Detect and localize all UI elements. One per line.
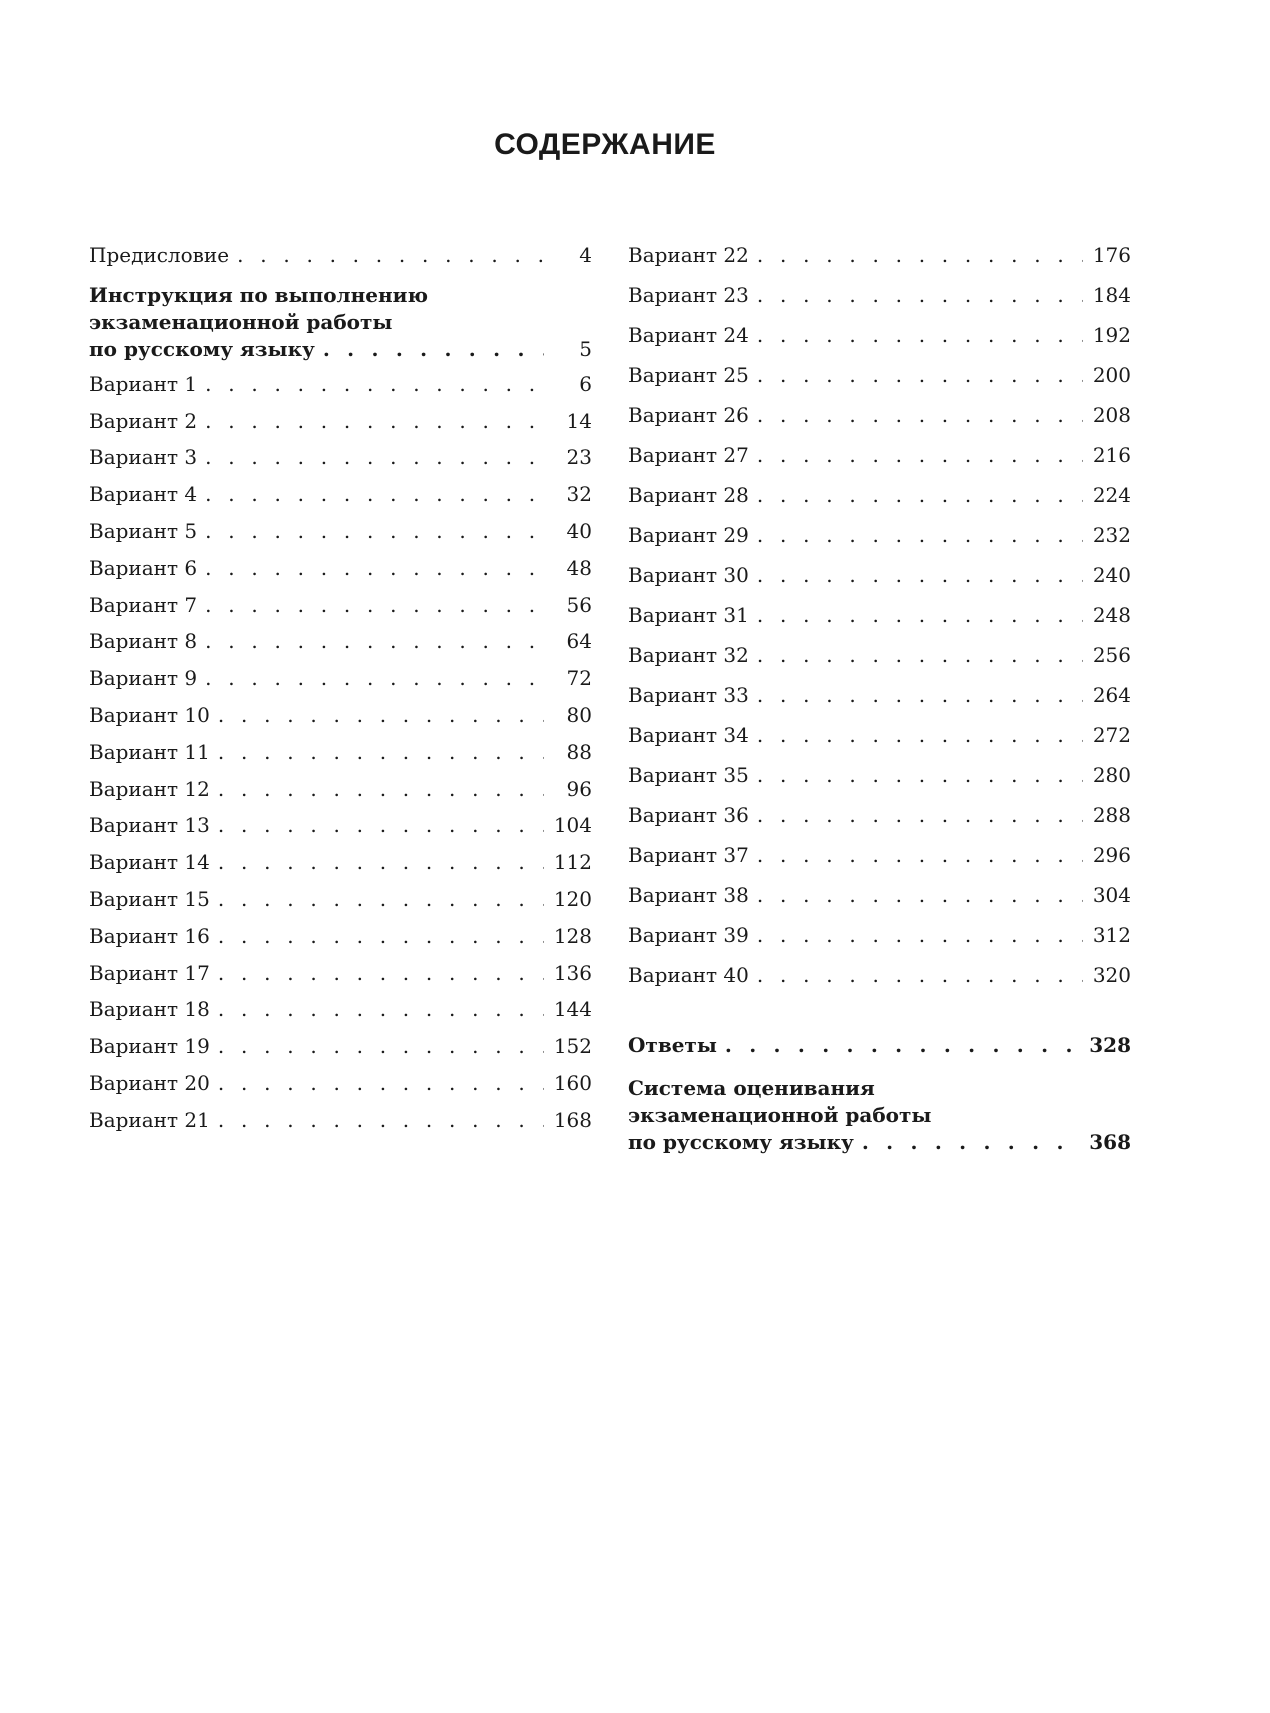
toc-entry-label-line: Система оценивания xyxy=(628,1076,875,1100)
toc-entry-label: Ответы xyxy=(628,1033,717,1057)
toc-entry-page: 248 xyxy=(1092,603,1131,627)
dot-leader xyxy=(757,283,1083,307)
toc-entry-variant[interactable] xyxy=(628,843,1131,883)
toc-entry-variant[interactable] xyxy=(628,963,1131,1003)
toc-entry-label: Вариант 18 xyxy=(89,997,210,1022)
dot-leader xyxy=(757,883,1083,907)
toc-entry-variant[interactable] xyxy=(628,803,1131,843)
toc-entry-page: 328 xyxy=(1089,1033,1131,1057)
toc-entry-variant[interactable] xyxy=(89,482,592,519)
toc-entry-label: Вариант 2 xyxy=(89,408,198,433)
dot-leader xyxy=(757,963,1083,987)
toc-right-column xyxy=(628,243,1131,1159)
dot-leader xyxy=(205,629,544,653)
toc-entry-variant[interactable] xyxy=(628,763,1131,803)
toc-entry-variant[interactable] xyxy=(628,483,1131,523)
toc-entry-variant[interactable] xyxy=(89,740,592,777)
toc-entry-page: 208 xyxy=(1092,403,1131,427)
toc-entry-label-line: Инструкция по выполнению xyxy=(89,282,428,307)
dot-leader xyxy=(757,843,1083,867)
toc-entry-label: Предисловие xyxy=(89,243,230,267)
dot-leader xyxy=(757,563,1083,587)
toc-entry-label: Вариант 20 xyxy=(89,1070,210,1095)
toc-entry-variant[interactable] xyxy=(628,403,1131,443)
toc-entry-variant[interactable] xyxy=(89,1071,592,1108)
toc-entry-page: 312 xyxy=(1092,923,1131,947)
toc-entry-variant[interactable] xyxy=(89,1108,592,1145)
dot-leader xyxy=(757,723,1083,747)
toc-entry-variant[interactable] xyxy=(89,629,592,666)
toc-left-column xyxy=(89,243,592,1145)
toc-entry-variant[interactable] xyxy=(89,961,592,998)
toc-entry-label: Вариант 10 xyxy=(89,702,210,727)
toc-entry-variant[interactable] xyxy=(89,593,592,630)
dot-leader xyxy=(757,803,1083,827)
toc-entry-variant[interactable] xyxy=(89,813,592,850)
toc-entry-variant[interactable] xyxy=(628,283,1131,323)
dot-leader xyxy=(205,556,544,580)
toc-entry-page: 72 xyxy=(566,666,592,691)
dot-leader xyxy=(218,703,544,727)
dot-leader xyxy=(862,1129,1079,1156)
toc-entry-page: 224 xyxy=(1092,483,1131,507)
toc-entry-answers[interactable] xyxy=(628,1033,1131,1073)
toc-entry-label: Вариант 5 xyxy=(89,518,198,543)
toc-entry-page: 256 xyxy=(1092,643,1131,667)
toc-entry-label: Вариант 26 xyxy=(628,403,749,427)
toc-entry-variant[interactable] xyxy=(89,445,592,482)
toc-entry-page: 272 xyxy=(1092,723,1131,747)
dot-leader xyxy=(205,519,544,543)
toc-entry-label: Вариант 27 xyxy=(628,443,749,467)
toc-entry-label: по русскому языку xyxy=(628,1130,854,1154)
dot-leader xyxy=(218,740,544,764)
toc-left-variants-list xyxy=(89,372,592,1145)
toc-entry-label-line: экзаменационной работы xyxy=(628,1103,932,1127)
toc-entry-page: 168 xyxy=(553,1107,592,1132)
toc-entry-label: Вариант 33 xyxy=(628,683,749,707)
toc-entry-page: 88 xyxy=(566,739,592,764)
dot-leader xyxy=(757,643,1083,667)
dot-leader xyxy=(205,482,544,506)
toc-entry-page: 56 xyxy=(566,592,592,617)
toc-entry-label: Вариант 30 xyxy=(628,563,749,587)
toc-entry-variant[interactable] xyxy=(628,243,1131,283)
dot-leader xyxy=(218,1071,544,1095)
toc-entry-variant[interactable] xyxy=(628,923,1131,963)
toc-entry-page: 120 xyxy=(553,886,592,911)
toc-entry-variant[interactable] xyxy=(89,850,592,887)
toc-entry-variant[interactable] xyxy=(89,924,592,961)
toc-entry-label: Вариант 3 xyxy=(89,445,198,470)
dot-leader xyxy=(757,363,1083,387)
toc-entry-label: Вариант 17 xyxy=(89,960,210,985)
toc-entry-page: 200 xyxy=(1092,363,1131,387)
toc-entry-label: Вариант 15 xyxy=(89,886,210,911)
toc-entry-page: 4 xyxy=(579,243,592,267)
toc-entry-label: Вариант 7 xyxy=(89,592,198,617)
dot-leader xyxy=(757,243,1083,267)
toc-entry-page: 112 xyxy=(553,850,592,875)
toc-entry-variant[interactable] xyxy=(628,723,1131,763)
toc-entry-label: по русскому языку xyxy=(89,336,315,361)
dot-leader xyxy=(323,336,544,363)
toc-entry-page: 14 xyxy=(566,408,592,433)
toc-entry-label: Вариант 25 xyxy=(628,363,749,387)
dot-leader xyxy=(218,1034,544,1058)
toc-entry-variant[interactable] xyxy=(89,1034,592,1071)
page-title: СОДЕРЖАНИЕ xyxy=(494,128,716,161)
toc-entry-page: 320 xyxy=(1092,963,1131,987)
dot-leader xyxy=(757,323,1083,347)
toc-entry-variant[interactable] xyxy=(89,666,592,703)
toc-entry-label: Вариант 9 xyxy=(89,666,198,691)
toc-entry-variant[interactable] xyxy=(89,777,592,814)
toc-entry-page: 32 xyxy=(566,482,592,507)
toc-right-variants-list xyxy=(628,243,1131,1003)
dot-leader xyxy=(218,961,544,985)
dot-leader xyxy=(237,243,544,267)
toc-entry-instruction[interactable] xyxy=(89,282,592,366)
toc-entry-page: 128 xyxy=(553,923,592,948)
toc-entry-label: Вариант 19 xyxy=(89,1034,210,1059)
toc-entry-variant[interactable] xyxy=(89,519,592,556)
toc-entry-page: 304 xyxy=(1092,883,1131,907)
toc-entry-label: Вариант 8 xyxy=(89,629,198,654)
toc-entry-page: 40 xyxy=(566,518,592,543)
toc-entry-variant[interactable] xyxy=(628,883,1131,923)
toc-entry-variant[interactable] xyxy=(628,443,1131,483)
dot-leader xyxy=(218,1108,544,1132)
toc-entry-label: Вариант 11 xyxy=(89,739,210,764)
toc-entry-page: 160 xyxy=(553,1070,592,1095)
toc-entry-label: Вариант 28 xyxy=(628,483,749,507)
dot-leader xyxy=(757,763,1083,787)
toc-entry-label: Вариант 32 xyxy=(628,643,749,667)
toc-entry-last-line xyxy=(89,336,592,366)
dot-leader xyxy=(757,483,1083,507)
toc-entry-label: Вариант 40 xyxy=(628,963,749,987)
toc-entry-label: Вариант 16 xyxy=(89,923,210,948)
dot-leader xyxy=(725,1033,1079,1057)
dot-leader xyxy=(205,593,544,617)
toc-entry-page: 216 xyxy=(1092,443,1131,467)
toc-entry-label: Вариант 37 xyxy=(628,843,749,867)
dot-leader xyxy=(757,603,1083,627)
toc-entry-page: 240 xyxy=(1092,563,1131,587)
toc-entry-page: 264 xyxy=(1092,683,1131,707)
toc-entry-label: Вариант 29 xyxy=(628,523,749,547)
toc-entry-label: Вариант 1 xyxy=(89,371,198,396)
toc-entry-page: 23 xyxy=(566,445,592,470)
toc-entry-label: Вариант 14 xyxy=(89,850,210,875)
dot-leader xyxy=(218,777,544,801)
toc-entry-variant[interactable] xyxy=(628,603,1131,643)
toc-entry-label: Вариант 34 xyxy=(628,723,749,747)
toc-entry-page: 280 xyxy=(1092,763,1131,787)
toc-entry-label: Вариант 23 xyxy=(628,283,749,307)
toc-entry-page: 296 xyxy=(1092,843,1131,867)
toc-entry-grading[interactable] xyxy=(628,1075,1131,1159)
section-gap xyxy=(628,1003,1131,1033)
toc-entry-variant[interactable] xyxy=(89,556,592,593)
toc-entry-variant[interactable] xyxy=(628,683,1131,723)
toc-entry-page: 152 xyxy=(553,1034,592,1059)
toc-entry-variant[interactable] xyxy=(628,563,1131,603)
toc-entry-page: 5 xyxy=(579,336,592,361)
toc-entry-variant[interactable] xyxy=(628,523,1131,563)
dot-leader xyxy=(205,445,544,469)
dot-leader xyxy=(757,523,1083,547)
toc-entry-page: 176 xyxy=(1092,243,1131,267)
toc-entry-last-line xyxy=(628,1129,1131,1159)
dot-leader xyxy=(218,924,544,948)
toc-entry-variant[interactable] xyxy=(628,323,1131,363)
dot-leader xyxy=(218,997,544,1021)
dot-leader xyxy=(757,403,1083,427)
toc-entry-label: Вариант 4 xyxy=(89,482,198,507)
toc-entry-label: Вариант 38 xyxy=(628,883,749,907)
toc-entry-page: 232 xyxy=(1092,523,1131,547)
toc-entry-page: 80 xyxy=(566,702,592,727)
toc-entry-page: 96 xyxy=(566,776,592,801)
toc-entry-label: Вариант 39 xyxy=(628,923,749,947)
toc-entry-page: 104 xyxy=(553,813,592,838)
dot-leader xyxy=(218,887,544,911)
toc-entry-label: Вариант 13 xyxy=(89,813,210,838)
dot-leader xyxy=(757,683,1083,707)
dot-leader xyxy=(757,923,1083,947)
dot-leader xyxy=(218,813,544,837)
toc-entry-label: Вариант 35 xyxy=(628,763,749,787)
toc-entry-label: Вариант 36 xyxy=(628,803,749,827)
toc-entry-page: 144 xyxy=(553,997,592,1022)
toc-entry-label: Вариант 24 xyxy=(628,323,749,347)
toc-entry-page: 192 xyxy=(1092,323,1131,347)
dot-leader xyxy=(757,443,1083,467)
dot-leader xyxy=(205,666,544,690)
dot-leader xyxy=(205,372,544,396)
toc-entry-variant[interactable] xyxy=(89,409,592,446)
dot-leader xyxy=(218,850,544,874)
toc-entry-page: 288 xyxy=(1092,803,1131,827)
toc-entry-preface[interactable] xyxy=(89,243,592,280)
toc-entry-label: Вариант 21 xyxy=(89,1107,210,1132)
toc-entry-label-line: экзаменационной работы xyxy=(89,309,393,334)
toc-entry-variant[interactable] xyxy=(628,643,1131,683)
toc-entry-label: Вариант 22 xyxy=(628,243,749,267)
toc-entry-page: 48 xyxy=(566,555,592,580)
toc-entry-variant[interactable] xyxy=(628,363,1131,403)
toc-entry-page: 64 xyxy=(566,629,592,654)
toc-entry-page: 184 xyxy=(1092,283,1131,307)
toc-entry-page: 6 xyxy=(579,371,592,396)
toc-entry-page: 136 xyxy=(553,960,592,985)
toc-entry-variant[interactable] xyxy=(89,887,592,924)
toc-entry-page: 368 xyxy=(1089,1130,1131,1154)
toc-entry-variant[interactable] xyxy=(89,703,592,740)
toc-entry-label: Вариант 6 xyxy=(89,555,198,580)
toc-entry-label: Вариант 31 xyxy=(628,603,749,627)
toc-entry-label: Вариант 12 xyxy=(89,776,210,801)
toc-entry-variant[interactable] xyxy=(89,997,592,1034)
dot-leader xyxy=(205,409,544,433)
toc-entry-variant[interactable] xyxy=(89,372,592,409)
